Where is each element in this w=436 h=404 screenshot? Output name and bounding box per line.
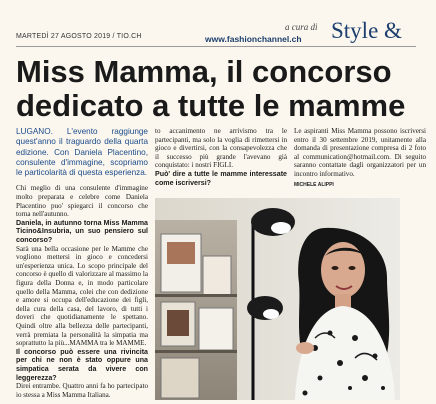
a-cura-label: a cura di [285, 22, 318, 32]
page-header [0, 0, 400, 46]
column-1 [16, 127, 148, 399]
website-link[interactable]: www.fashionchannel.ch [205, 34, 302, 44]
author-signature: MICHELE ALIPPI [294, 181, 334, 188]
question-1: Daniela, in autunno torna Miss Mamma Ticino&Insubria, un suo pensiero sul concorso? [16, 218, 148, 245]
question-2: Il concorso può essere una rivincita per chi ne non è stato oppure una simpatica serata da vivere con leggerezza? [16, 347, 148, 382]
section-title: Style & [331, 18, 402, 43]
col1-body: Chi meglio di una consulente d'immagine molto preparata e celebre come Daniela Placentino puo' spiegarci il concorso che torna nell'autunno. [16, 184, 148, 219]
col2-body: to accanimento ne arrivismo tra le partecipanti, ma solo la voglia di rimettersi in gioco e divertirsi, con la consapevolezza che il successo più grande l'avevano già conquistato: i nostri FIGLI. [155, 127, 287, 170]
headline-line-1: Miss Mamma, il concorso [16, 54, 392, 89]
answer-2: Direi entrambe. Quattro anni fa ho partecipato io stessa a Miss Mamma Italiana. [16, 382, 148, 399]
question-3: Può' dire a tutte le mamme interessate come iscriversi? [155, 169, 287, 187]
column-3 [294, 127, 426, 189]
photo-illustration [155, 198, 400, 400]
date-line: MARTEDÌ 27 AGOSTO 2019 / TIO.CH [16, 33, 142, 40]
lead-paragraph: LUGANO. L'evento raggiunge quest'anno il traguardo della quarta edizione. Con Daniela Placentino, consulente d'immagine, scopriamo le particolarità di questa esperienza. [16, 127, 148, 178]
col3-body: Le aspiranti Miss Mamma possono iscriversi entro il 30 settembre 2019, unitamente alla domanda di presentazione compresa di 2 foto al communication@hotmail.com. Di seguito saranno contattate dagli organizzatori per un incontro informativo. [294, 127, 426, 178]
article-headline [16, 55, 436, 123]
answer-1: Sarà una bella occasione per le Mamme che vogliono mettersi in gioco e concedersi un'esperienza unica. Lo scopo principale del concorso è quello di valorizzare al massimo la figura della Donna e, in modo particolare quello della Mamma, colei che con dedizione e amore si occupa dell'educazione dei figli, della cura della casa, del lavoro, di tutti i doveri che quotidianamente le spettano. Quindi oltre alla bellezza delle partecipanti, verrà premiata la personalità la simpatia ma soprattutto la più...MAMMA tra le MAMME. [16, 244, 148, 348]
column-2 [155, 127, 287, 187]
headline-line-2: dedicato a tutte le mamme [16, 88, 406, 123]
article-photo [155, 198, 400, 400]
header-divider [16, 46, 416, 47]
